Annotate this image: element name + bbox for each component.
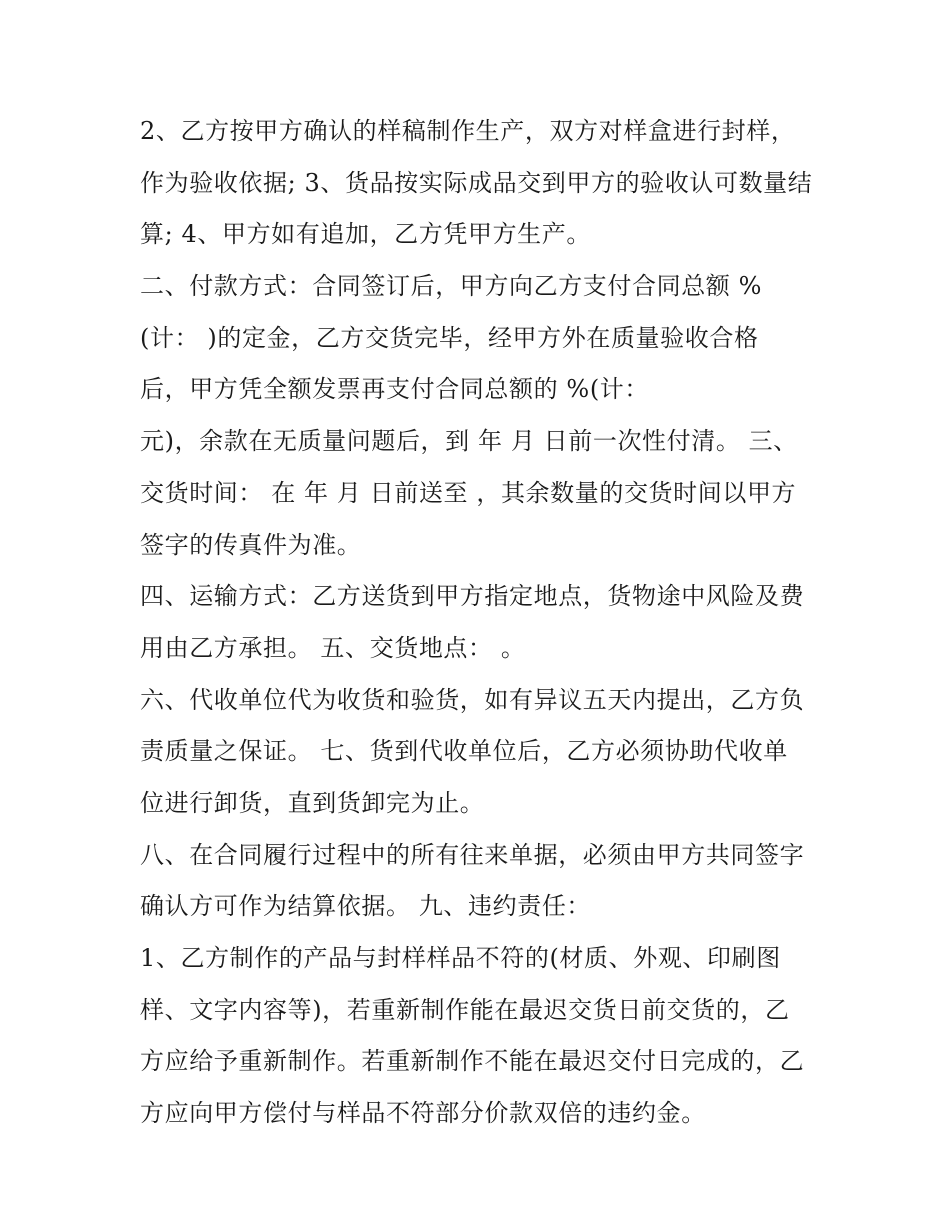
text-line: 样、文字内容等)，若重新制作能在最迟交货日前交货的，乙 xyxy=(140,995,790,1024)
text-line: 2、乙方按甲方确认的样稿制作生产，双方对样盒进行封样， xyxy=(140,117,796,145)
text-line: 用由乙方承担。 五、交货地点： 。 xyxy=(140,633,526,662)
contract-text-block xyxy=(140,106,820,1140)
text-line: 作为验收依据; 3、货品按实际成品交到甲方的验收认可数量结 xyxy=(140,168,813,197)
text-line: 位进行卸货，直到货卸完为止。 xyxy=(140,788,485,817)
text-line: 确认方可作为结算依据。 九、违约责任： xyxy=(140,892,592,921)
text-line: 交货时间： 在 年 月 日前送至 ，其余数量的交货时间以甲方 xyxy=(140,478,797,507)
text-line: 后，甲方凭全额发票再支付合同总额的 %(计： xyxy=(140,375,649,404)
text-line: 元)，余款在无质量问题后，到 年 月 日前一次性付清。 三、 xyxy=(140,427,798,456)
text-line: 六、代收单位代为收货和验货，如有异议五天内提出，乙方负 xyxy=(140,685,805,714)
text-line: 四、运输方式：乙方送货到甲方指定地点，货物途中风险及费 xyxy=(140,582,805,611)
text-line: 二、付款方式：合同签订后，甲方向乙方支付合同总额 % xyxy=(140,272,763,301)
text-line: 责质量之保证。 七、货到代收单位后，乙方必须协助代收单 xyxy=(140,737,788,766)
text-line: (计： )的定金，乙方交货完毕，经甲方外在质量验收合格 xyxy=(140,323,759,352)
text-line: 方应给予重新制作。若重新制作不能在最迟交付日完成的，乙 xyxy=(140,1047,805,1076)
text-line: 1、乙方制作的产品与封样样品不符的(材质、外观、印刷图 xyxy=(140,944,781,972)
text-line: 签字的传真件为准。 xyxy=(140,530,362,559)
text-line: 算; 4、甲方如有追加，乙方凭甲方生产。 xyxy=(140,220,591,249)
text-line: 八、在合同履行过程中的所有往来单据，必须由甲方共同签字 xyxy=(140,840,805,869)
text-line: 方应向甲方偿付与样品不符部分价款双倍的违约金。 xyxy=(140,1099,706,1128)
